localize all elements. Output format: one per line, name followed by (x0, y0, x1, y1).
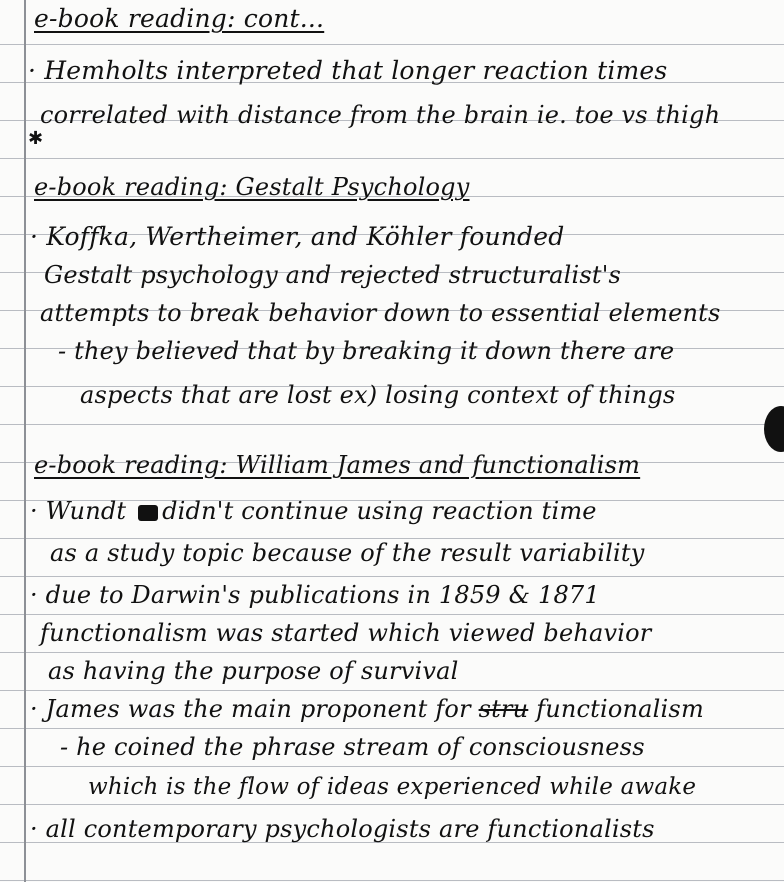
ink-blot (764, 406, 784, 452)
note-line: · Koffka, Wertheimer, and Köhler founded (30, 222, 565, 251)
note-line: which is the flow of ideas experienced while awake (88, 774, 697, 800)
note-text: functionalism (528, 695, 704, 723)
note-text: · James was the main proponent for (30, 695, 479, 723)
note-line (30, 694, 704, 724)
note-line: aspects that are lost ex) losing context of things (80, 381, 676, 409)
heading-cont: e-book reading: cont... (34, 4, 325, 33)
heading-functionalism: e-book reading: William James and functionalism (34, 451, 641, 479)
note-line: - he coined the phrase stream of consciousness (60, 733, 645, 761)
star-icon: ✱ (28, 128, 44, 149)
scribble-mark (138, 505, 158, 521)
note-line: attempts to break behavior down to essential elements (40, 299, 721, 327)
note-line: · all contemporary psychologists are functionalists (30, 815, 655, 843)
note-line: - they believed that by breaking it down there are (58, 337, 675, 365)
note-line: as having the purpose of survival (48, 657, 459, 685)
note-text: didn't continue using reaction time (162, 497, 597, 525)
margin-line (24, 0, 26, 882)
heading-gestalt: e-book reading: Gestalt Psychology (34, 173, 470, 201)
note-line: as a study topic because of the result variability (50, 539, 645, 567)
note-line: · Hemholts interpreted that longer reaction times (28, 56, 668, 85)
note-line: Gestalt psychology and rejected structuralist's (44, 261, 622, 289)
crossed-out-text: stru (478, 695, 529, 723)
note-line: functionalism was started which viewed behavior (40, 619, 652, 647)
note-line (30, 496, 597, 526)
note-text: · Wundt (30, 497, 135, 525)
note-line: · due to Darwin's publications in 1859 & 1871 (30, 581, 600, 609)
note-line: correlated with distance from the brain ie. toe vs thigh (40, 101, 721, 129)
